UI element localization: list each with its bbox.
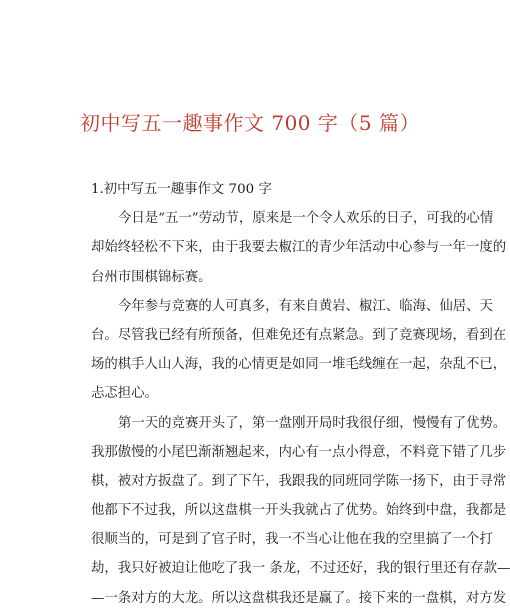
paragraph-line: 很顺当的，可是到了官子时，我一不当心让他在我的空里搞了一个打 [91,532,493,548]
paragraph-line: 台。尽管我已经有所预备，但难免还有点紧急。到了竞赛现场，看到在 [91,327,507,343]
paragraph-line: 棋，被对方扳盘了。到了下午，我跟我的同班同学陈一扬下，由于寻常 [91,473,507,489]
paragraph-line: 今年参与竞赛的人可真多，有来自黄岩、椒江、临海、仙居、天 [118,298,493,314]
paragraph-line: 第一天的竞赛开头了，第一盘刚开局时我很仔细，慢慢有了优势。 [118,415,507,431]
paragraph-line: 忐忑担心。 [91,386,158,402]
paragraph-line: 劫，我只好被迫让他吃了我一 条龙，不过还好，我的银行里还有存款— [91,561,510,577]
section-heading: 1.初中写五一趣事作文 700 字 [91,182,272,197]
paragraph-line: 我那傲慢的小尾巴渐渐翘起来，内心有一点小得意，不料竟下错了几步 [91,444,507,460]
paragraph-line: —一条对方的大龙。所以这盘棋我还是赢了。接下来的一盘棋，对方发 [91,590,507,606]
document-body [91,175,510,613]
paragraph-line: 场的棋手人山人海，我的心情更是如同一堆毛线缠在一起，杂乱不已， [91,357,507,373]
paragraph-line: 今日是“五一”劳动节，原来是一个令人欢乐的日子，可我的心情 [118,211,494,227]
paragraph-line: 却始终轻松不下来，由于我要去椒江的青少年活动中心参与一年一度的 [91,240,507,256]
paragraph-line: 他都下不过我，所以这盘棋一开头我就占了优势。始终到中盘，我都是 [91,503,507,519]
document-title: 初中写五一趣事作文 700 字（5 篇） [80,111,420,135]
paragraph-line: 台州市围棋锦标赛。 [91,269,212,285]
